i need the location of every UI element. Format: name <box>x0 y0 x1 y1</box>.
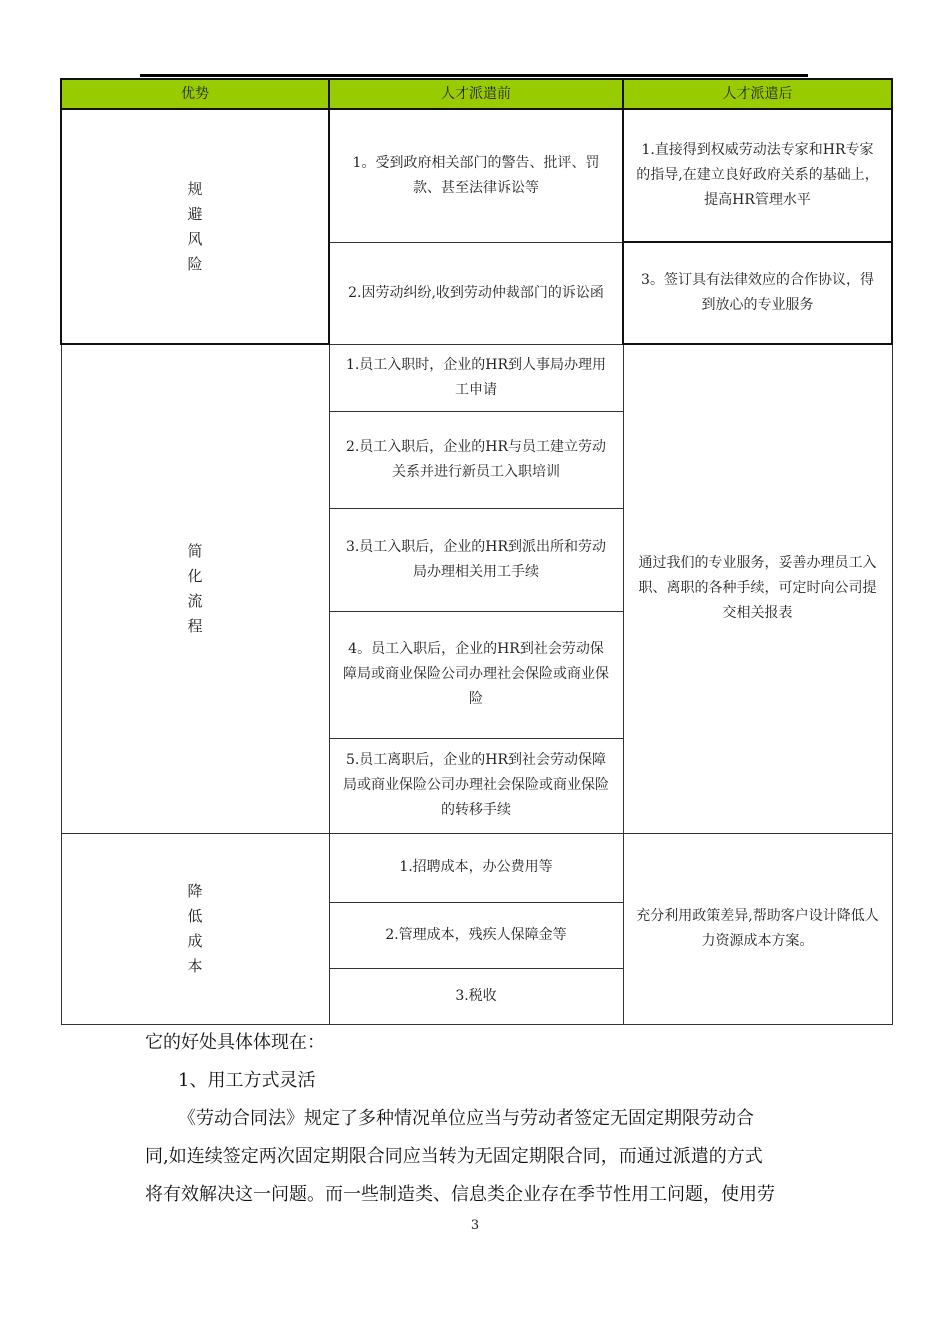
before-cell: 2.管理成本，残疾人保障金等 <box>329 902 623 968</box>
section-heading: 1、用工方式灵活 <box>178 1070 316 1091</box>
table-row <box>61 109 892 242</box>
header-before: 人才派遣前 <box>329 79 623 109</box>
page-number: 3 <box>470 1218 480 1233</box>
top-rule <box>140 74 808 77</box>
category-process: 简化流程 <box>61 344 329 833</box>
category-risk: 规避风险 <box>61 109 329 344</box>
header-after: 人才派遣后 <box>623 79 892 109</box>
header-advantage: 优势 <box>61 79 329 109</box>
before-cell: 2.员工入职后，企业的HR与员工建立劳动关系并进行新员工入职培训 <box>329 411 623 508</box>
after-cell: 1.直接得到权威劳动法专家和HR专家的指导,在建立良好政府关系的基础上，提高HR管理水平 <box>623 109 892 242</box>
comparison-table <box>60 78 893 1025</box>
after-cell: 3。签订具有法律效应的合作协议，得到放心的专业服务 <box>623 242 892 344</box>
before-cell: 1.招聘成本，办公费用等 <box>329 833 623 902</box>
intro-text: 它的好处具体体现在： <box>145 1032 325 1053</box>
before-cell: 4。员工入职后，企业的HR到社会劳动保障局或商业保险公司办理社会保险或商业保险 <box>329 611 623 738</box>
paragraph-line: 将有效解决这一问题。而一些制造类、信息类企业存在季节性用工问题，使用劳 <box>145 1184 775 1205</box>
before-cell: 3.税收 <box>329 968 623 1024</box>
after-cell: 充分利用政策差异,帮助客户设计降低人力资源成本方案。 <box>623 833 892 1024</box>
before-cell: 1.员工入职时，企业的HR到人事局办理用工申请 <box>329 344 623 411</box>
category-cost: 降低成本 <box>61 833 329 1024</box>
table-row <box>61 344 892 411</box>
before-cell: 3.员工入职后，企业的HR到派出所和劳动局办理相关用工手续 <box>329 508 623 611</box>
before-cell: 5.员工离职后，企业的HR到社会劳动保障局或商业保险公司办理社会保险或商业保险的转移手续 <box>329 738 623 833</box>
after-cell: 通过我们的专业服务，妥善办理员工入职、离职的各种手续，可定时向公司提交相关报表 <box>623 344 892 833</box>
before-cell: 2.因劳动纠纷,收到劳动仲裁部门的诉讼函 <box>329 242 623 344</box>
paragraph-line: 同,如连续签定两次固定期限合同应当转为无固定期限合同，而通过派遣的方式 <box>145 1146 763 1167</box>
paragraph-line: 《劳动合同法》规定了多种情况单位应当与劳动者签定无固定期限劳动合 <box>178 1108 754 1129</box>
before-cell: 1。受到政府相关部门的警告、批评、罚款、甚至法律诉讼等 <box>329 109 623 242</box>
table-header-row <box>61 79 892 109</box>
table-row <box>61 833 892 902</box>
